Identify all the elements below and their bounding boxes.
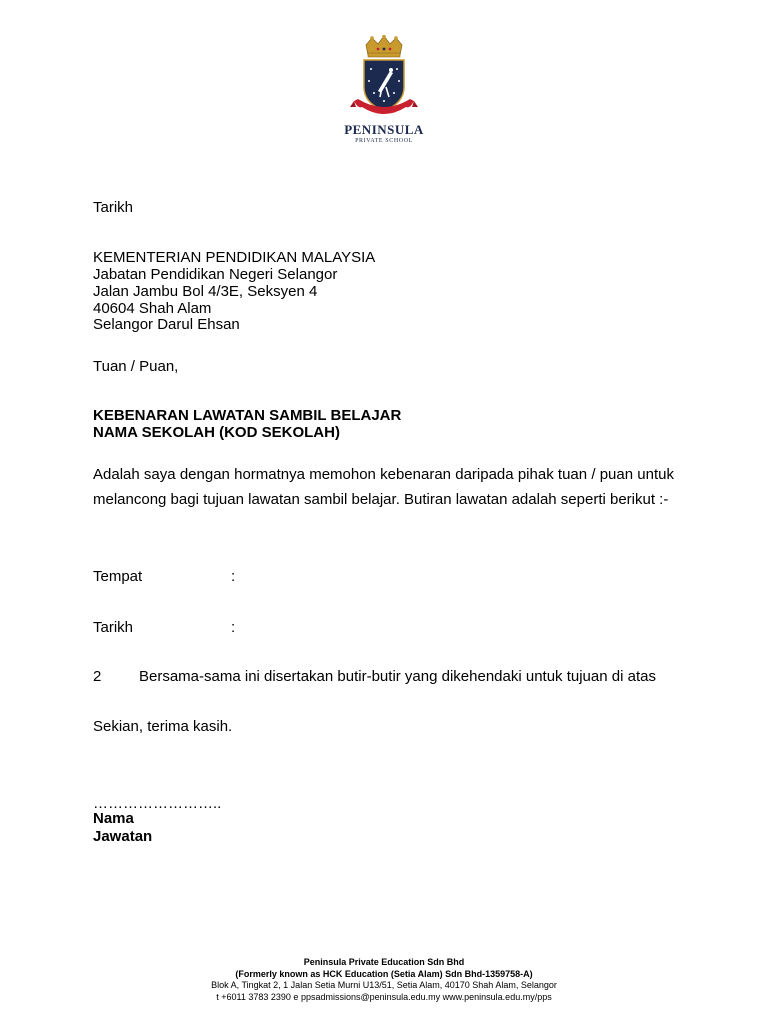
letter-footer <box>0 957 768 1003</box>
address-line-1: KEMENTERIAN PENDIDIKAN MALAYSIA <box>93 249 376 266</box>
school-logo <box>300 35 468 145</box>
address-line-3: Jalan Jambu Bol 4/3E, Seksyen 4 <box>93 283 318 300</box>
point-number: 2 <box>93 668 102 685</box>
school-name: PENINSULA <box>344 122 424 137</box>
footer-formerly: (Formerly known as HCK Education (Setia Alam) Sdn Bhd-1359758-A) <box>235 968 533 979</box>
address-line-5: Selangor Darul Ehsan <box>93 316 240 333</box>
footer-company: Peninsula Private Education Sdn Bhd <box>303 957 465 967</box>
footer-address: Blok A, Tingkat 2, 1 Jalan Setia Murni U13/51, Setia Alam, 40170 Shah Alam, Selangor <box>211 980 557 990</box>
field-label-tempat: Tempat <box>93 568 143 585</box>
signature-title: Jawatan <box>93 828 153 845</box>
subject-line-2: NAMA SEKOLAH (KOD SEKOLAH) <box>93 424 340 441</box>
subject-line-1: KEBENARAN LAWATAN SAMBIL BELAJAR <box>93 407 402 424</box>
signature-dots: …………………….. <box>93 795 222 812</box>
signature-name: Nama <box>93 810 134 827</box>
footer-contact: t +6011 3783 2390 e ppsadmissions@peninsula.edu.my www.peninsula.edu.my/pps <box>216 991 552 1002</box>
address-line-4: 40604 Shah Alam <box>93 300 212 317</box>
salutation: Tuan / Puan, <box>93 358 179 375</box>
intro-paragraph: Adalah saya dengan hormatnya memohon kebenaran daripada pihak tuan / puan untuk melancong bagi tujuan lawatan sambil belajar. Butiran lawatan adalah seperti berikut :- <box>93 466 674 508</box>
point-text: Bersama-sama ini disertakan butir-butir yang dikehendaki untuk tujuan di atas <box>139 668 656 685</box>
field-colon-tarikh: : <box>231 619 236 636</box>
school-subtitle: PRIVATE SCHOOL <box>355 138 413 144</box>
date-label: Tarikh <box>93 199 134 216</box>
field-colon-tempat: : <box>231 568 236 585</box>
closing-text: Sekian, terima kasih. <box>93 718 233 735</box>
crest-icon <box>344 35 424 121</box>
field-label-tarikh: Tarikh <box>93 619 134 636</box>
address-line-2: Jabatan Pendidikan Negeri Selangor <box>93 266 338 283</box>
